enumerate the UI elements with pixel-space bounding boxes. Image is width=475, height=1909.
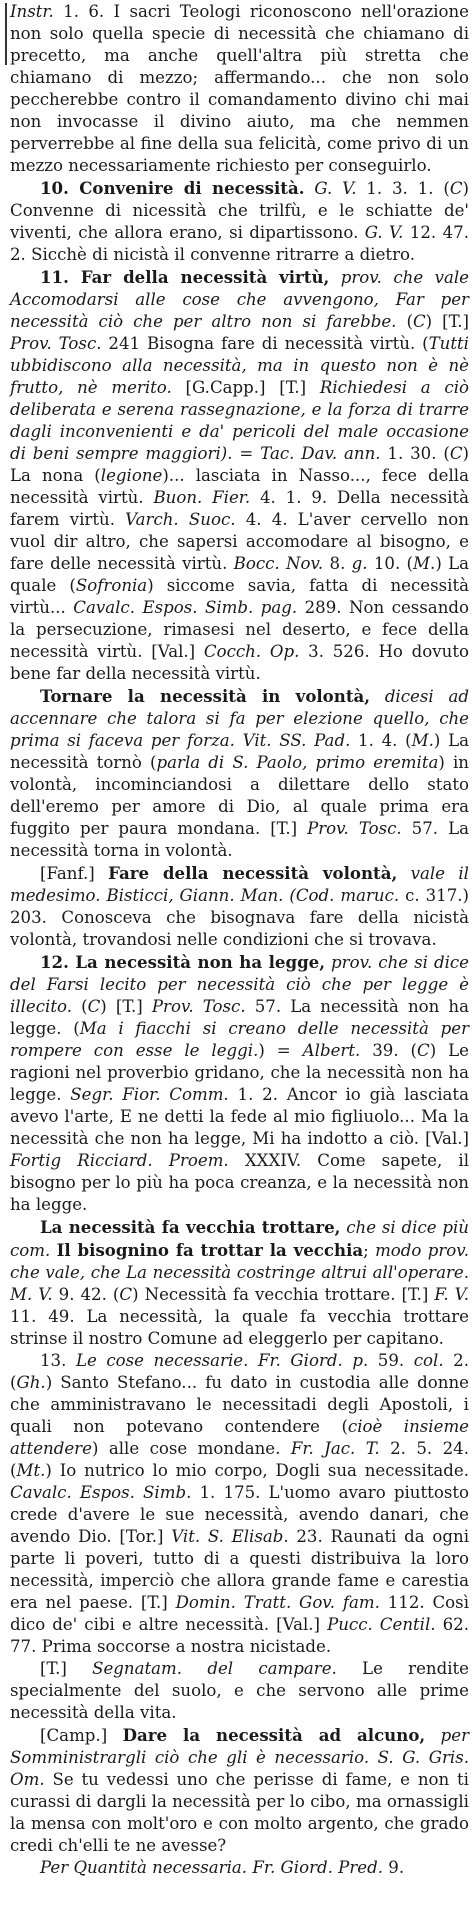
italic-text: Varch. Suoc. [125,510,236,529]
text-run: Se tu vedessi uno che perisse di fame, e non ti curassi di dargli la necessità per lo cibo, ma ornassigli la mensa con molt'oro e con molto argento, che grado credi ch'elli te ne avesse? [10,1770,469,1855]
italic-text: C [449,179,463,198]
italic-text: Ma i fiacchi si creano delle necessità per rompere con esse le leggi. [10,1019,470,1060]
text-run: 62. 77. Prima soccorse a nostra nicistade. [10,1615,469,1656]
text-run [370,687,385,706]
italic-text: Fr. Jac. T. [290,1439,380,1458]
text-run: ) La quale ( [10,554,470,595]
text-run: ) in volontà, incominciandosi a dilettare dello stato dell'eremo per amore di Dio, al quale prima era fuggito per paura mondana. [T.] [10,753,469,838]
italic-text: C [449,444,463,463]
italic-text: M. [411,731,434,750]
entry-vecchia [10,1216,469,1350]
italic-text: vale il medesimo. Bisticci, Giann. Man. (Cod. maruc. [10,864,469,905]
entry-sense-10 [10,177,469,266]
text-run: XXXIV. Come sapete, il bisogno per lo più ha poca creanza, e la necessità non ha legge. [10,1151,469,1214]
italic-text: g. [351,554,368,573]
margin-rule [5,3,7,65]
text-run: ; [363,1241,376,1260]
italic-text: Segr. Fior. Comm. [70,1085,229,1104]
text-run: 59. [368,1351,414,1370]
text-run: ( [396,312,413,331]
text-run: 4. 1. 9. Della necessità farem virtù. [10,488,469,529]
italic-text: C [87,997,101,1016]
italic-text: prov. che si dice del Farsi lecito per necessità ciò che per legge è illecito. [10,953,470,1016]
text-run: ) siccome savia, fatta di necessità virtù... [10,576,470,617]
entry-sense-11 [10,266,469,685]
text-run: 1. 2. Ancor io già lasciata avevo l'arte, E ne detti la fede al mio figliuolo... Ma la necessità che non ha legge, Mi ha indotto a ciò. [Val.] [10,1085,469,1148]
italic-text: Cavalc. Espos. Simb. pag. [73,598,298,617]
text-run: ) alle cose mondane. [91,1439,291,1458]
italic-text: legione [100,466,163,485]
text-run: 8. [323,554,352,573]
italic-text: C [417,1041,430,1060]
italic-text: F. V. [434,1285,469,1304]
italic-text: Albert. [302,1041,361,1060]
text-run: ) Convenne di nicessità che trilfù, e le schiatte de' viventi, che allora erano, si dipartissono. [10,179,469,242]
entry-fanf [10,862,469,951]
text-run: 112. Così dico de' cibi e altre necessità. [Val.] [10,1593,469,1634]
italic-text: G. V. [314,179,357,198]
text-run: [T.] [40,1659,93,1678]
italic-text: dicesi ad accennare che talora si fa per elezione quello, che prima si faceva per forza. Vit. SS. Pad. [10,687,469,750]
headword: Fare della necessità volontà, [108,863,398,883]
text-run: ) Santo Stefano... fu dato in custodia alle donne che amministravano le necessitadi degli Apostoli, i quali non potevano contendere ( [10,1373,469,1436]
italic-text: G. V. [364,223,404,242]
italic-text: Fortig Ricciard. Proem. [10,1151,229,1170]
italic-text: prov. che vale Accomodarsi alle cose che avvengono, Far per necessità ciò che per altro non si farebbe. [10,268,469,331]
text-run: 1. 175. L'uomo avaro piuttosto crede d'avere le sue necessità, avendo danari, che avendo Dio. [Tor.] [10,1483,469,1546]
text-run: ) La necessità tornò ( [10,731,469,772]
italic-text: Tac. Dav. ann. [260,444,381,463]
italic-text: Instr. [10,2,54,21]
headword: Dare la necessità ad alcuno, [122,1725,426,1745]
entry-camp [10,1724,469,1857]
italic-text: per Somministrargli ciò che gli è necessario. S. G. Gris. Om. [10,1726,470,1789]
entry-tornare [10,685,469,862]
entry-sense-13 [10,1350,469,1658]
text-run: )... lasciata in Nasso..., fece della necessità virtù. [10,466,469,507]
text-run: c. 317.) 203. Conosceva che bisognava fare della nicistà volontà, trovandosi nelle condizioni che si trovava. [10,886,469,949]
entry-segnatam [10,1658,469,1724]
text-run [397,864,410,883]
italic-text: Vit. S. Elisab. [171,1527,289,1546]
text-run: ) [T.] [425,312,469,331]
text-run: 1. 4. ( [350,731,412,750]
italic-text: M. [413,554,436,573]
text-run: [Fanf.] [40,864,109,883]
text-run: 10. ( [367,554,414,573]
text-run [329,268,340,287]
italic-text: Pucc. Centil. [327,1615,436,1634]
italic-text: parla di S. Paolo, primo eremita [156,753,439,772]
text-run [304,179,314,198]
text-run: 9. [383,1858,405,1877]
text-run: 23. Raunati da ogni parte li poveri, tutto di a questi distribuiva la loro necessità, imperciò che allora grande fame e carestia era nel paese. [T.] [10,1527,470,1612]
italic-text: C [412,312,426,331]
text-run: 1. 30. ( [380,444,450,463]
headword: 10. Convenire di necessità. [40,178,305,198]
text-run: ) = [258,1041,303,1060]
italic-text: Bocc. Nov. [233,554,324,573]
headword: Il bisognino fa trottar la vecchia [56,1240,364,1260]
text-run: 4. 4. L'aver cervello non vuol dir altro, che sapersi accomodare al bisogno, e fare delle necessità virtù. [10,510,469,573]
text-run: ( [71,997,88,1016]
text-run: 3. 526. Ho dovuto bene far della necessità virtù. [10,642,469,683]
text-run: = [232,444,261,463]
italic-text: Per Quantità necessaria. Fr. Giord. Pred. [40,1858,383,1877]
text-run: [Camp.] [40,1726,123,1745]
italic-text: Buon. Fier. [153,488,251,507]
headword: La necessità fa vecchia trottare, [40,1217,341,1237]
text-run: 11. 49. La necessità, la quale fa vecchia trottare strinse il nostro Comune ad eleggerlo per capitano. [10,1307,469,1348]
text-run: 1. 3. 1. ( [356,179,450,198]
text-run: ) Io nutrico lo mio corpo, Dogli sua necessitade. [45,1461,469,1480]
italic-text: Segnatam. del campare. [92,1659,337,1678]
italic-text: Gh. [16,1373,46,1392]
italic-text: Tutti ubbidiscono alla necessità, ma in questo non è nè frutto, nè merito. [10,334,469,397]
headword: Tornare la necessità in volontà, [40,686,371,706]
italic-text: che si dice più com. [10,1218,469,1260]
text-run: 241 Bisogna fare di necessità virtù. ( [101,334,429,353]
italic-text: Prov. Tosc. [10,334,102,353]
text-run: ) La nona ( [10,444,469,485]
italic-text: modo prov. che vale, che La necessità costringe altrui all'operare. M. V. [10,1241,469,1304]
text-run: 289. Non cessando la persecuzione, rimasesi nel deserto, e fece della necessità virtù. [Val.] [10,598,470,661]
italic-text: Mt. [16,1461,46,1480]
italic-text: Prov. Tosc. [307,819,402,838]
text-run: 1. 6. I sacri Teologi riconoscono nell'orazione non solo quella specie di necessità che chiamano di precetto, ma anche quell'altra più stretta che chiamano di mezzo; affermando... che non solo peccherebbe contro il comandamento divino chi mai non invocasse il divino aiuto, ma che nemmen perverrebbe al fine della sua felicità, come privo di un mezzo necessariamente richiesto per conseguirlo. [10,2,469,175]
italic-text: Le cose necessarie. Fr. Giord. p. [75,1351,369,1370]
italic-text: cioè insieme attendere [10,1417,469,1458]
italic-text: col. [413,1351,444,1370]
italic-text: Sofronia [75,576,148,595]
italic-text: Domin. Tratt. Gov. fam. [175,1593,380,1612]
text-run: 2. ( [10,1351,469,1392]
text-run: 9. 42. ( [52,1285,120,1304]
text-run: 39. ( [360,1041,418,1060]
text-run: ) Le ragioni nel proverbio gridano, che la necessità non ha legge. [10,1041,469,1104]
italic-text: C [119,1285,133,1304]
headword: 11. Far della necessità virtù, [40,267,330,287]
text-run: 57. La necessità non ha legge. ( [10,997,470,1038]
entry-instr [10,1,469,177]
text-run: 57. La necessità torna in volontà. [10,819,469,860]
italic-text: Prov. Tosc. [151,997,246,1016]
text-run: ) [T.] [100,997,152,1016]
text-run: 2. 5. 24. ( [10,1439,469,1480]
text-run [425,1726,440,1745]
italic-text: Richiedesi a ciò deliberata e serena rassegnazione, e la forza di trarre dagli inconvenienti e da' pericoli del male occasione di beni sempre maggiori). [10,378,469,463]
italic-text: Cocch. Op. [203,642,300,661]
italic-text: Cavalc. Espos. Simb. [10,1483,192,1502]
text-run: ) Necessità fa vecchia trottare. [T.] [132,1285,435,1304]
text-run: Le rendite specialmente del suolo, e che servono alle prime necessità della vita. [10,1659,469,1722]
text-run: [G.Capp.] [T.] [171,378,320,397]
text-run: 12. 47. 2. Sicchè di nicistà il convenne ritrarre a dietro. [10,223,469,264]
entry-quantita [10,1857,469,1879]
entry-sense-12 [10,951,469,1216]
text-run: 13. [40,1351,76,1370]
headword: 12. La necessità non ha legge, [40,952,326,972]
